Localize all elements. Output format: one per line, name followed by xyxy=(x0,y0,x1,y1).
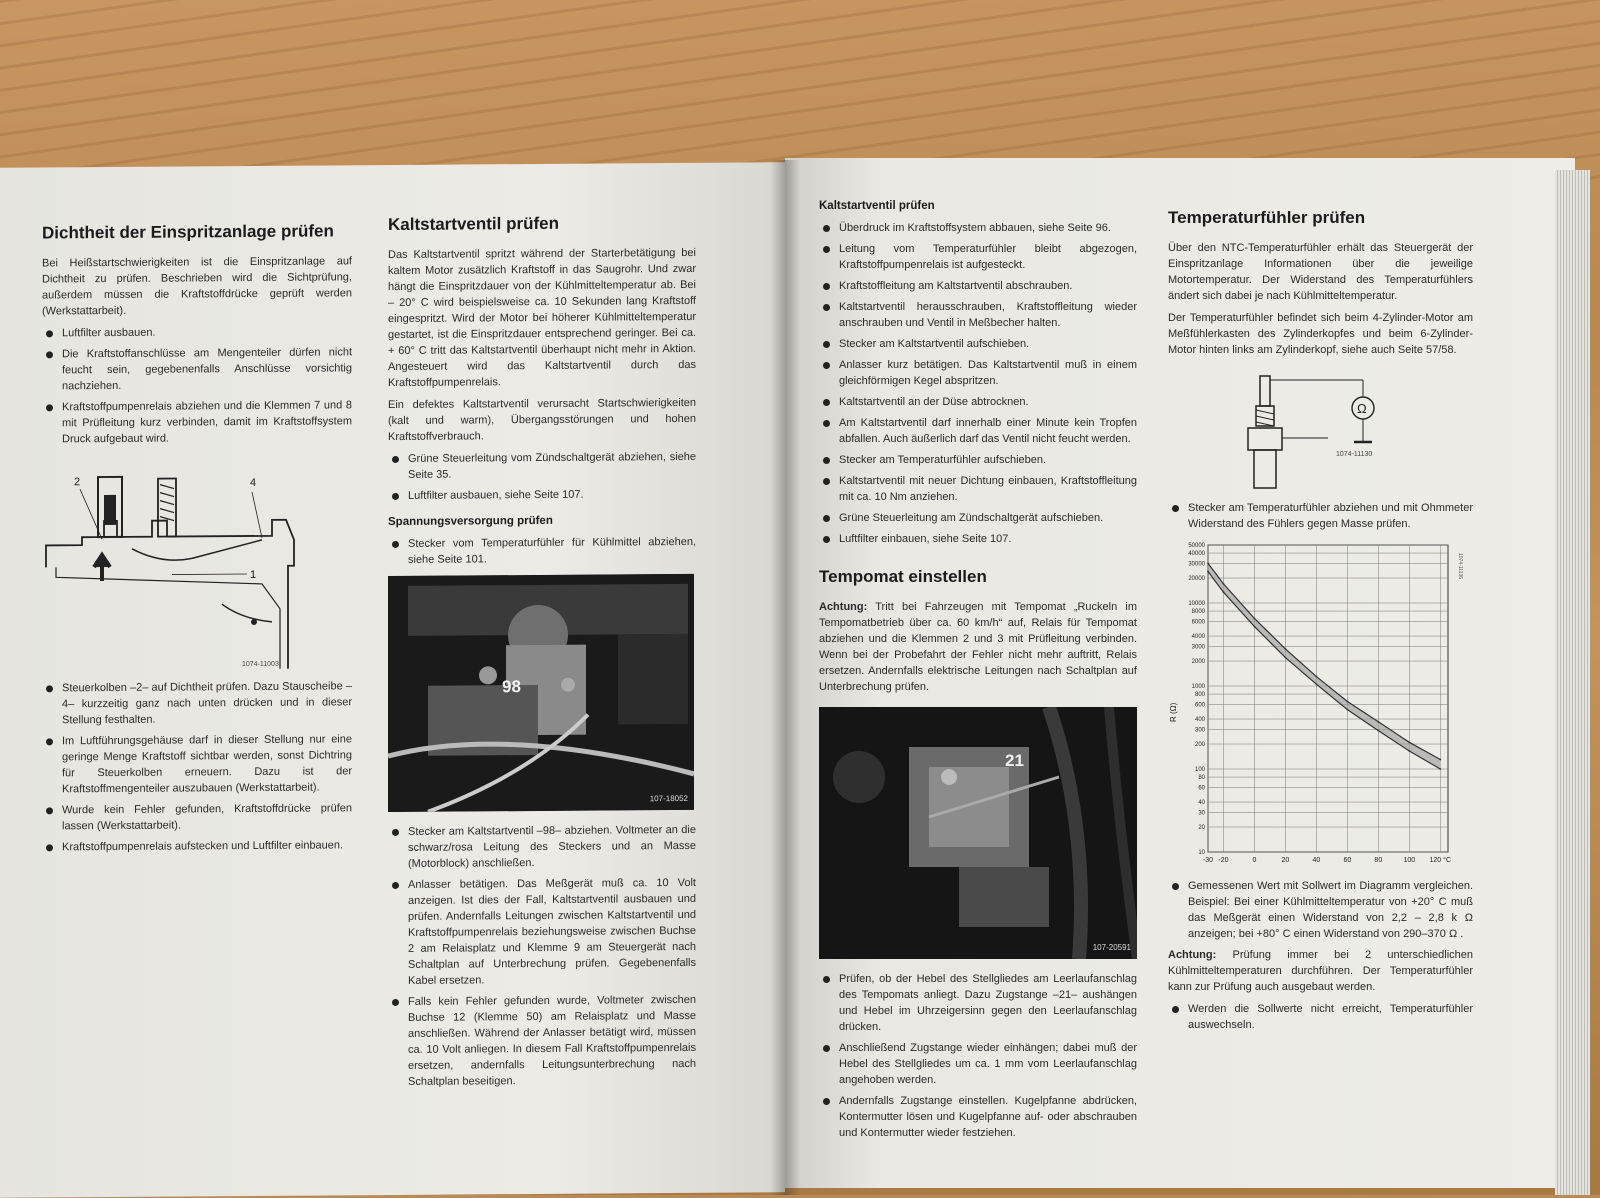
section-title-dichtheit: Dichtheit der Einspritzanlage prüfen xyxy=(42,221,334,243)
list-item: Grüne Steuerleitung vom Zündschaltgerät abziehen, siehe Seite 35. xyxy=(388,449,696,483)
chart-y-tick-label: 80 xyxy=(1198,775,1205,782)
photo-reference: 107-18052 xyxy=(649,793,688,804)
list-item: Grüne Steuerleitung am Zündschaltgerät aufschieben. xyxy=(819,510,1137,526)
step-list xyxy=(819,971,1137,1141)
list-item: Kraftstoffleitung am Kaltstartventil abschrauben. xyxy=(819,278,1137,294)
list-item: Anschließend Zugstange wieder einhängen; dabei muß der Hebel des Stellgliedes um ca. 1 mm vom Leerlaufanschlag angehoben werden. xyxy=(819,1040,1137,1088)
book-gutter xyxy=(770,160,800,1195)
chart-x-tick-label: -20 xyxy=(1218,857,1229,864)
step-list xyxy=(819,220,1137,547)
chart-y-axis-label: R (Ω) xyxy=(1169,702,1178,722)
step-list xyxy=(1168,500,1473,532)
photo-reference: 107-20591 xyxy=(1092,943,1131,952)
warning-label: Achtung: xyxy=(1168,949,1217,961)
list-item: Prüfen, ob der Hebel des Stellgliedes am Leerlaufanschlag des Tempomats anliegt. Dazu Zugstange –21– aushängen und Hebel im Uhrzeigersinn gegen den Leerlaufanschlag drücken. xyxy=(819,971,1137,1035)
chart-x-tick-label: 80 xyxy=(1374,857,1383,864)
paragraph: Über den NTC-Temperaturfühler erhält das Steuergerät der Einspritzanlage Informationen über die jeweilige Motortemperatur. Der Widerstand des Temperaturfühlers ändert sich dabei je nach Kühlmitteltemperatur. xyxy=(1168,242,1473,302)
list-item: Wurde kein Fehler gefunden, Kraftstoffdrücke prüfen lassen (Werkstattarbeit). xyxy=(42,800,352,834)
section-title-temperaturfuehler: Temperaturfühler prüfen xyxy=(1168,208,1366,227)
step-list xyxy=(388,449,696,504)
left-page xyxy=(0,162,785,1197)
photo-illustration xyxy=(819,707,1137,959)
list-item: Stecker am Temperaturfühler abziehen und mit Ohmmeter Widerstand des Fühlers gegen Masse prüfen. xyxy=(1168,500,1473,532)
chart-y-tick-label: 3000 xyxy=(1191,644,1205,651)
chart-series-line-upper xyxy=(1208,563,1440,759)
list-item: Stecker am Kaltstartventil aufschieben. xyxy=(819,336,1137,352)
chart-point-lower xyxy=(1223,591,1225,593)
list-item: Kraftstoffpumpenrelais abziehen und die Klemmen 7 und 8 mit Prüfleitung kurz verbinden, damit im Kraftstoffsystem Druck aufgebaut wird. xyxy=(42,397,352,447)
warning-label: Achtung: xyxy=(819,601,868,613)
figure-reference: 1074-11130 xyxy=(1336,451,1373,458)
chart-point-upper xyxy=(1439,759,1441,761)
list-item: Kaltstartventil an der Düse abtrocknen. xyxy=(819,394,1137,410)
chart-point-upper xyxy=(1377,721,1379,723)
chart-y-tick-label: 30 xyxy=(1198,810,1205,817)
column-1 xyxy=(42,223,352,860)
list-item: Luftfilter ausbauen. xyxy=(42,323,352,341)
photo-illustration xyxy=(388,574,694,812)
right-page xyxy=(785,158,1575,1188)
list-item: Kaltstartventil herausschrauben, Kraftstoffleitung wieder anschrauben und Ventil in Meßbecher halten. xyxy=(819,299,1137,331)
chart-point-lower xyxy=(1315,683,1317,685)
section-title-tempomat: Tempomat einstellen xyxy=(819,567,987,586)
warning-text: Prüfung immer bei 2 unterschiedlichen Kühlmitteltemperaturen durchführen. Der Temperaturfühler kann zur Prüfung auch ausgebaut werden. xyxy=(1168,949,1473,993)
column-2 xyxy=(388,215,696,1095)
chart-point-upper xyxy=(1207,563,1209,565)
chart-x-tick-label: 0 xyxy=(1252,857,1257,864)
ntc-resistance-chart xyxy=(1168,537,1473,872)
photo-callout: 98 xyxy=(502,677,521,697)
step-list xyxy=(388,534,696,568)
column-3 xyxy=(819,198,1137,1146)
paragraph: Der Temperaturfühler befindet sich beim 4-Zylinder-Motor am Meßfühlerkasten des Zylinderkopfes und beim 6-Zylinder-Motor hinten links am Zylinderkopf, siehe auch Seite 57/58. xyxy=(1168,312,1473,356)
chart-y-tick-label: 800 xyxy=(1194,692,1205,699)
section-title-kaltstartventil: Kaltstartventil prüfen xyxy=(388,213,559,235)
list-item: Steuerkolben –2– auf Dichtheit prüfen. Dazu Stauscheibe –4– kurzzeitig ganz nach unten drücken und in dieser Stellung festhalten. xyxy=(42,678,352,728)
chart-y-tick-label: 6000 xyxy=(1191,619,1205,626)
chart-y-ticks xyxy=(1188,543,1205,856)
list-item: Kraftstoffpumpenrelais aufstecken und Luftfilter einbauen. xyxy=(42,837,352,855)
chart-y-tick-label: 200 xyxy=(1194,742,1205,749)
list-item: Am Kaltstartventil darf innerhalb einer Minute kein Tropfen abfallen. Auch äußerlich darf das Ventil nicht feucht werden. xyxy=(819,415,1137,447)
engine-photo-cold-start-valve xyxy=(388,574,694,812)
step-list xyxy=(42,678,352,855)
chart-x-tick-label: 20 xyxy=(1281,857,1290,864)
engine-photo-tempomat xyxy=(819,707,1137,959)
chart-point-lower xyxy=(1285,657,1287,659)
chart-x-tick-label: 100 xyxy=(1403,857,1416,864)
paragraph: Das Kaltstartventil spritzt während der Starterbetätigung bei kaltem Motor zusätzlich Kraftstoff in das Saugrohr. Und zwar hängt die Einspritzdauer von der Kühlmitteltemperatur ab. Bei – 20° C wird beispielsweise ca. 10 Sekunden lang Kraftstoff eingespritzt. Wird der Motor bei höherer Kühlmitteltemperatur gestartet, ist die Einspritzdauer entsprechend geringer. Bei ca. + 60° C tritt das Kaltstartventil überhaupt nicht mehr in Aktion. Angesteuert wird das Kaltstartventil durch das Kraftstoffpumpenrelais. xyxy=(388,246,696,390)
list-item: Kaltstartventil mit neuer Dichtung einbauen, Kraftstoffleitung mit ca. 10 Nm anziehen. xyxy=(819,473,1137,505)
list-item: Überdruck im Kraftstoffsystem abbauen, siehe Seite 96. xyxy=(819,220,1137,236)
step-list xyxy=(1168,1001,1473,1033)
temperature-sensor-diagram xyxy=(1168,364,1473,494)
list-item: Falls kein Fehler gefunden wurde, Voltmeter zwischen Buchse 12 (Klemme 50) am Relaisplatz und Masse anschließen. Während der Anlasser betätigt wird, müssen ca. 10 Volt anliegen. In diesem Fall Kraftstoffpumpenrelais ersetzen, andernfalls Leitungsunterbrechung nach Schaltplan beseitigen. xyxy=(388,992,696,1090)
figure-label: 1 xyxy=(250,568,257,581)
chart-y-tick-label: 600 xyxy=(1194,702,1205,709)
list-item: Anlasser kurz betätigen. Das Kaltstartventil muß in einem gleichförmigen Kegel abspritzen. xyxy=(819,357,1137,389)
warning-text: Tritt bei Fahrzeugen mit Tempomat „Ruckeln im Tempomatbetrieb über ca. 60 km/h“ auf, Relais für Tempomat abziehen und die Klemmen 2 und 3 mit Prüfleitung verbinden. Wenn bei der Probefahrt der Fehler nicht mehr auftritt, Relais ersetzen. Andernfalls elektrische Leitungen nach Schaltplan auf Unterbrechung prüfen. xyxy=(819,601,1138,693)
chart-point-upper xyxy=(1315,676,1317,678)
list-item: Stecker vom Temperaturfühler für Kühlmittel abziehen, siehe Seite 101. xyxy=(388,534,696,568)
chart-tolerance-band xyxy=(1208,563,1440,769)
list-item: Luftfilter einbauen, siehe Seite 107. xyxy=(819,531,1137,547)
chart-y-tick-label: 30000 xyxy=(1188,561,1205,568)
step-list xyxy=(42,323,352,447)
figure-reference: 1074-11003 xyxy=(242,660,279,669)
list-item: Anlasser betätigen. Das Meßgerät muß ca. 10 Volt anzeigen. Ist dies der Fall, Kaltstartventil ausbauen und prüfen. Andernfalls Leitungen zwischen Kaltstartventil und Kraftstoffpumpenrelais beziehungsweise zwischen Buchse 2 am Relaisplatz und Klemme 9 am Steuergerät nach Schaltplan auf Unterbrechung prüfen. Gegebenenfalls Kabel ersetzen. xyxy=(388,875,696,989)
chart-point-lower xyxy=(1254,626,1256,628)
warning-paragraph xyxy=(819,599,1137,695)
chart-x-tick-label: 40 xyxy=(1312,857,1321,864)
list-item: Andernfalls Zugstange einstellen. Kugelpfanne abdrücken, Kontermutter lösen und Kugelpfanne auf- oder abschrauben und Kontermutter wieder festziehen. xyxy=(819,1093,1137,1141)
chart-x-ticks xyxy=(1203,856,1451,864)
chart-series xyxy=(1207,563,1441,770)
chart-y-tick-label: 40000 xyxy=(1188,551,1205,558)
chart-y-tick-label: 8000 xyxy=(1191,609,1205,616)
paragraph: Bei Heißstartschwierigkeiten ist die Einspritzanlage auf Dichtheit zu prüfen. Beschrieben wird die Sichtprüfung, außerdem müssen die Kraftstoffdrücke geprüft werden (Werkstattarbeit). xyxy=(42,255,352,318)
list-item: Gemessenen Wert mit Sollwert im Diagramm vergleichen. Beispiel: Bei einer Kühlmitteltemperatur von +20° C muß das Meßgerät einen Widerstand von 2,2 – 2,8 k Ω anzeigen; bei +80° C einen Widerstand von 290–370 Ω . xyxy=(1168,878,1473,942)
chart-y-tick-label: 100 xyxy=(1194,767,1205,774)
warning-paragraph xyxy=(1168,947,1473,995)
step-list xyxy=(388,822,696,1090)
figure-label: 4 xyxy=(250,476,257,489)
chart-y-tick-label: 60 xyxy=(1198,785,1205,792)
chart-x-tick-label: -30 xyxy=(1202,857,1214,864)
chart-y-tick-label: 4000 xyxy=(1191,634,1205,641)
list-item: Stecker am Temperaturfühler aufschieben. xyxy=(819,452,1137,468)
chart-point-upper xyxy=(1285,648,1287,650)
photo-callout: 21 xyxy=(1005,751,1024,770)
chart-y-tick-label: 20 xyxy=(1198,825,1205,832)
chart-point-lower xyxy=(1346,709,1348,711)
chart-x-tick-label: 60 xyxy=(1343,857,1352,864)
chart-y-tick-label: 20000 xyxy=(1188,576,1205,583)
chart-y-tick-label: 10 xyxy=(1198,850,1205,856)
chart-frame xyxy=(1208,545,1448,852)
list-item: Luftfilter ausbauen, siehe Seite 107. xyxy=(388,486,696,504)
page-edges xyxy=(1555,170,1590,1195)
chart-y-tick-label: 10000 xyxy=(1188,601,1205,608)
chart-point-upper xyxy=(1346,701,1348,703)
ohm-symbol: Ω xyxy=(1357,401,1367,416)
list-item: Im Luftführungsgehäuse darf in dieser Stellung nur eine geringe Menge Kraftstoff sichtbar werden, sonst Dichtring für Steuerkolben erneuern. Dazu ist der Kraftstoffmengenteiler auszubauen (Werkstattarbeit). xyxy=(42,731,352,797)
chart-grid xyxy=(1208,545,1448,852)
chart-point-lower xyxy=(1207,571,1209,573)
fuel-distributor-diagram xyxy=(42,453,352,670)
chart-reference: 1074-11136 xyxy=(1457,553,1463,579)
paragraph: Ein defektes Kaltstartventil verursacht Startschwierigkeiten (kalt und warm), Übergangsstörungen und hohen Kraftstoffverbrauch. xyxy=(388,396,696,444)
list-item: Werden die Sollwerte nicht erreicht, Temperaturfühler auswechseln. xyxy=(1168,1001,1473,1033)
chart-y-tick-label: 40 xyxy=(1198,800,1205,807)
list-item: Die Kraftstoffanschlüsse am Mengenteiler dürfen nicht feucht sein, gegebenenfalls Anschlüsse vorsichtig nachziehen. xyxy=(42,344,352,394)
subsection-title: Spannungsversorgung prüfen xyxy=(388,514,553,529)
chart-y-tick-label: 50000 xyxy=(1188,543,1205,549)
list-item: Leitung vom Temperaturfühler bleibt abgezogen, Kraftstoffpumpenrelais ist aufgesteckt. xyxy=(819,241,1137,273)
chart-y-tick-label: 300 xyxy=(1194,727,1205,734)
figure-label: 2 xyxy=(74,476,81,489)
chart-point-lower xyxy=(1377,730,1379,732)
chart-point-upper xyxy=(1408,741,1410,743)
step-list xyxy=(1168,878,1473,942)
subsection-title: Kaltstartventil prüfen xyxy=(819,200,935,212)
chart-y-tick-label: 2000 xyxy=(1191,659,1205,666)
column-4 xyxy=(1168,210,1473,1038)
chart-y-tick-label: 400 xyxy=(1194,717,1205,724)
chart-point-lower xyxy=(1408,750,1410,752)
chart-point-upper xyxy=(1254,618,1256,620)
chart-point-upper xyxy=(1223,583,1225,585)
chart-x-tick-label: 120 °C xyxy=(1429,857,1452,864)
chart-point-lower xyxy=(1439,768,1441,770)
chart-y-tick-label: 1000 xyxy=(1191,684,1205,691)
list-item: Stecker am Kaltstartventil –98– abziehen. Voltmeter an die schwarz/rosa Leitung des Steckers und an Masse (Motorblock) anschließen. xyxy=(388,822,696,872)
